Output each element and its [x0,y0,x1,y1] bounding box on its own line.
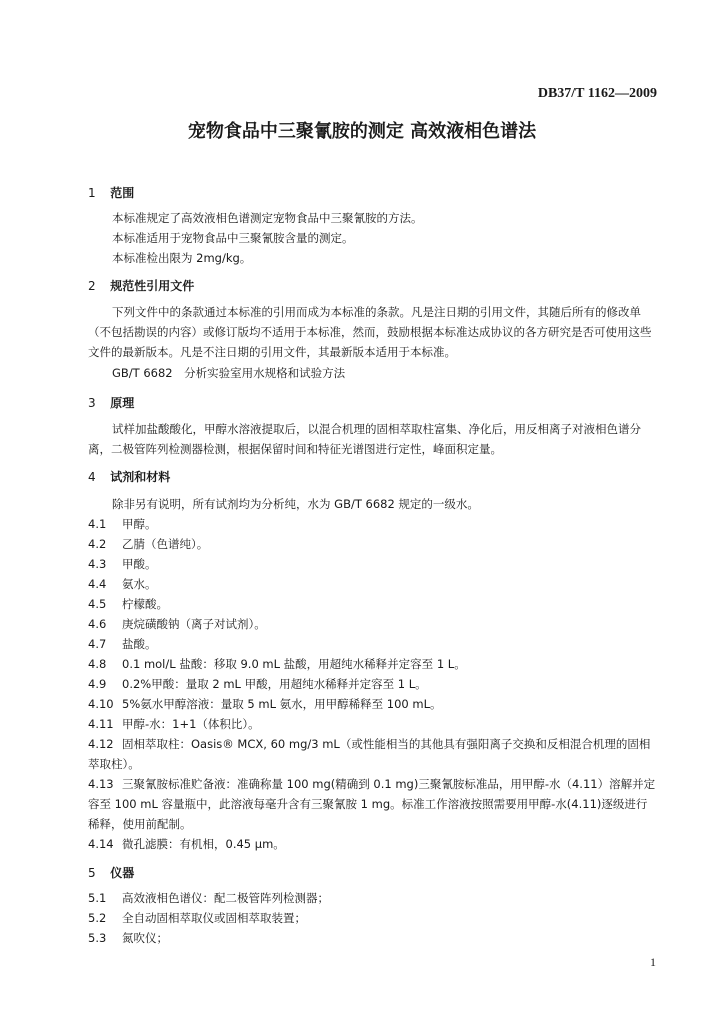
paragraph: 本标准规定了高效液相色谱测定宠物食品中三聚氰胺的方法。 [112,211,423,225]
list-item [88,554,658,574]
item-text: 庚烷磺酸钠（离子对试剂）。 [122,617,266,631]
item-text: 乙腈（色谱纯）。 [122,537,209,551]
item-number: 5.1 [88,891,107,905]
item-number: 5.2 [88,911,107,925]
item-text: 0.2%甲酸：量取 2 mL 甲酸，用超纯水稀释并定容至 1 L。 [122,677,427,691]
list-item [88,734,658,774]
item-text: 微孔滤膜：有机相，0.45 μm。 [122,837,285,851]
paragraph: 试样加盐酸酸化，甲醇水溶液提取后，以混合机理的固相萃取柱富集、净化后，用反相离子对液相色谱分离，二极管阵列检测器检测，根据保留时间和特征光谱图进行定性，峰面积定量。 [88,422,641,456]
item-text: 5%氨水甲醇溶液：量取 5 mL 氨水，用甲醇稀释至 100 mL。 [122,697,442,711]
section-title: 试剂和材料 [110,470,171,484]
item-number: 4.6 [88,617,107,631]
item-text: 柠檬酸。 [122,597,168,611]
item-number: 4.8 [88,657,107,671]
section-2-heading [88,277,194,294]
list-item [88,514,658,534]
item-number: 5.3 [88,931,107,945]
item-number: 4.14 [88,837,114,851]
item-text: 0.1 mol/L 盐酸：移取 9.0 mL 盐酸，用超纯水稀释并定容至 1 L。 [122,657,466,671]
item-number: 4.10 [88,697,114,711]
list-item [88,674,658,694]
item-number: 4.13 [88,777,114,791]
item-text: 盐酸。 [122,637,157,651]
item-number: 4.9 [88,677,107,691]
list-item [88,928,658,948]
item-text: 氮吹仪； [122,931,168,945]
paragraph: 除非另有说明，所有试剂均为分析纯，水为 GB/T 6682 规定的一级水。 [112,497,479,511]
section-1-heading [88,184,134,201]
list-item [88,534,658,554]
item-text: 全自动固相萃取仪或固相萃取装置； [122,911,306,925]
item-text: 三聚氰胺标准贮备液：准确称量 100 mg(精确到 0.1 mg)三聚氰胺标准品，用甲醇-水（4.11）溶解并定容至 100 mL 容量瓶中，此溶液每毫升含有三聚氰胺 1 mg。标准工作溶液按照需要用甲醇-水(4.11)逐级进行稀释，使用前配制。 [88,777,656,831]
section-title: 规范性引用文件 [110,279,195,293]
item-number: 4.5 [88,597,107,611]
item-number: 4.11 [88,717,114,731]
item-text: 氨水。 [122,577,157,591]
list-item [88,614,658,634]
item-number: 4.3 [88,557,107,571]
section-5-heading [88,864,134,881]
section-number: 3 [88,396,96,410]
item-number: 4.2 [88,537,107,551]
list-item [88,908,658,928]
section-title: 范围 [110,186,135,200]
paragraph: 本标准检出限为 2mg/kg。 [112,251,252,265]
list-item [88,594,658,614]
item-number: 4.1 [88,517,107,531]
list-item [88,714,658,734]
section-title: 原理 [110,396,135,410]
list-item [88,694,658,714]
section-3-heading [88,394,134,411]
normative-reference: GB/T 6682 分析实验室用水规格和试验方法 [112,366,346,380]
list-item [88,834,658,854]
list-item [88,774,658,834]
list-item [88,888,658,908]
document-title: 宠物食品中三聚氰胺的测定 高效液相色谱法 [187,121,537,142]
item-number: 4.12 [88,737,114,751]
list-item [88,654,658,674]
section-number: 4 [88,470,96,484]
standard-code: DB37/T 1162—2009 [537,86,657,101]
item-text: 固相萃取柱：Oasis® MCX, 60 mg/3 mL（或性能相当的其他具有强阳离子交换和反相混合机理的固相萃取柱）。 [88,737,651,771]
section-number: 2 [88,279,96,293]
item-text: 甲醇。 [122,517,157,531]
section-number: 1 [88,186,96,200]
paragraph: 本标准适用于宠物食品中三聚氰胺含量的测定。 [112,231,354,245]
list-item [88,634,658,654]
section-4-heading [88,468,170,485]
item-text: 高效液相色谱仪：配二极管阵列检测器； [122,891,329,905]
paragraph: 下列文件中的条款通过本标准的引用而成为本标准的条款。凡是注日期的引用文件，其随后所有的修改单（不包括勘误的内容）或修订版均不适用于本标准，然而，鼓励根据本标准达成协议的各方研究是否可使用这些文件的最新版本。凡是不注日期的引用文件，其最新版本适用于本标准。 [88,305,652,359]
page-number: 1 [650,955,656,969]
section-title: 仪器 [110,866,135,880]
list-item [88,574,658,594]
section-number: 5 [88,866,96,880]
item-text: 甲醇-水：1+1（体积比）。 [122,717,260,731]
item-text: 甲酸。 [122,557,157,571]
item-number: 4.7 [88,637,107,651]
item-number: 4.4 [88,577,107,591]
